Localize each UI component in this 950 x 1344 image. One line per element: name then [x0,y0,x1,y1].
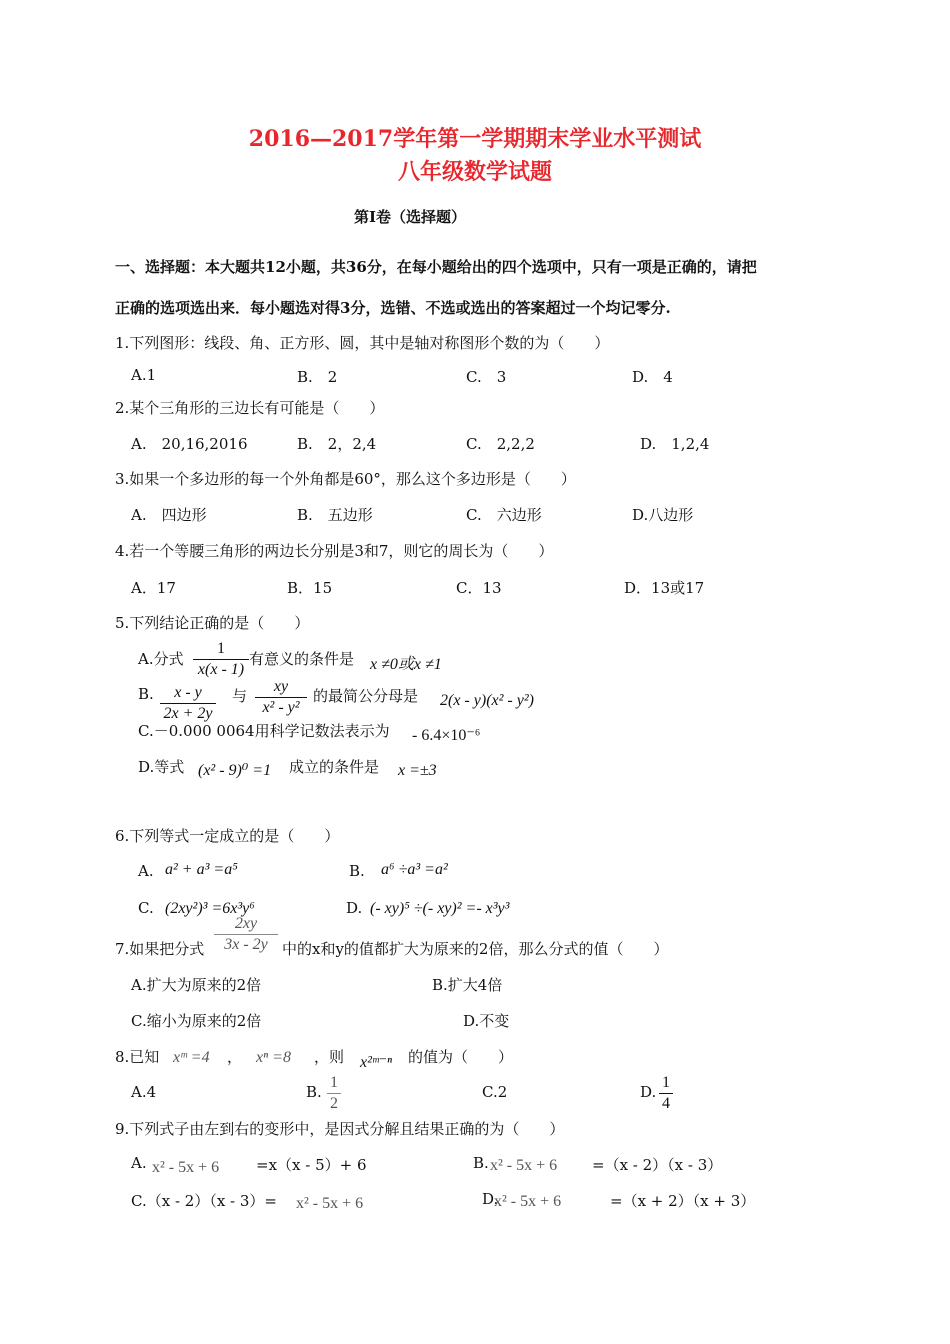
question-5-option-c-expression: - 6.4×10⁻⁶ [412,727,481,744]
question-5-option-d-mid: 成立的条件是 [289,758,380,776]
question-5-option-b-fraction-2 [255,678,307,717]
question-1-option-b: B. 2 [297,368,338,386]
question-8-expression-1: xᵐ =4 [173,1049,210,1066]
question-5-option-a-expression: x ≠0或x ≠1 [370,656,442,673]
question-5-option-d-prefix: D.等式 [138,758,185,776]
question-6-option-c-label: C. [138,899,154,917]
fraction-denominator: x² - y² [262,699,300,716]
question-1-option-c: C. 3 [466,368,507,386]
exam-subtitle: 八年级数学试题 [397,159,552,185]
question-8-option-b-label: B. [306,1083,322,1101]
question-5-option-d-expression: (x² - 9)⁰ =1 [198,762,272,779]
question-6-option-b-expression: a⁶ ÷a³ =a² [381,861,448,878]
fraction-numerator: 1 [327,1074,341,1094]
question-8-stem-pre: 8.已知 [115,1048,160,1066]
question-7-option-d: D.不变 [463,1012,510,1030]
instructions-line2: 正确的选项选出来．每小题选对得3分，选错、不选或选出的答案超过一个均记零分. [115,299,671,317]
question-7-stem-post: 中的x和y的值都扩大为原来的2倍，那么分式的值（ ） [282,940,669,958]
question-9-option-a-rhs: =x（x - 5）+ 6 [256,1156,367,1174]
question-4-option-d: D．13或17 [624,579,705,597]
question-8-option-c: C.2 [482,1083,508,1101]
question-6-option-a-label: A. [138,862,154,880]
question-2-option-d: D. 1,2,4 [640,435,710,453]
question-8-then: ，则 [314,1048,345,1066]
question-5-option-b-prefix: B. [138,685,154,703]
question-5-option-a-fraction [193,640,249,679]
question-9-option-c-lhs: C.（x - 2）（x - 3）= [131,1192,277,1210]
fraction-denominator: 2x + 2y [163,705,213,722]
question-9-option-d-expression: x² - 5x + 6 [494,1193,562,1210]
question-9-option-d-rhs: =（x + 2）（x + 3） [610,1192,756,1210]
question-1-stem: 1.下列图形：线段、角、正方形、圆，其中是轴对称图形个数的为（ ） [115,334,610,352]
question-7-option-b: B.扩大4倍 [432,976,503,994]
instructions-line1: 一、选择题：本大题共12小题，共36分，在每小题给出的四个选项中，只有一项是正确的，请把 [115,258,757,276]
question-2-option-a: A. 20,16,2016 [131,435,248,453]
question-6-option-a-expression: a² + a³ =a⁵ [165,861,238,878]
question-3-option-a: A. 四边形 [131,506,207,524]
question-7-option-c: C.缩小为原来的2倍 [131,1012,262,1030]
fraction-denominator: 4 [662,1095,670,1112]
question-8-option-b-fraction [327,1074,341,1113]
question-6-option-d-expression: (- xy)⁵ ÷(- xy)² =- x³y³ [370,900,510,917]
question-8-expression-3: x²ᵐ⁻ⁿ [360,1054,393,1071]
question-5-stem: 5.下列结论正确的是（ ） [115,614,310,632]
question-1-option-a: A.1 [131,366,157,384]
fraction-numerator: xy [255,678,307,698]
question-8-expression-2: xⁿ =8 [256,1049,291,1066]
question-8-option-d-fraction [659,1074,673,1113]
question-5-option-d-expression-2: x =±3 [398,762,437,779]
fraction-numerator: x - y [160,684,216,704]
question-5-option-b-mid-2: 的最简公分母是 [313,687,419,705]
fraction-numerator: 1 [659,1074,673,1094]
question-9-option-a-label: A. [131,1154,147,1172]
fraction-numerator: 2xy [214,915,278,935]
fraction-denominator: 2 [330,1095,338,1112]
question-3-option-d: D.八边形 [632,506,694,524]
question-5-option-a-mid: 有意义的条件是 [249,650,355,668]
question-6-option-c-expression: (2xy²)³ =6x³y⁶ [165,900,255,917]
question-7-stem-pre: 7.如果把分式 [115,940,205,958]
question-4-stem: 4.若一个等腰三角形的两边长分别是3和7，则它的周长为（ ） [115,542,554,560]
question-8-stem-post: 的值为（ ） [408,1048,514,1066]
question-6-stem: 6.下列等式一定成立的是（ ） [115,827,340,845]
question-7-fraction [214,915,278,954]
question-6-option-d-label: D. [346,899,363,917]
question-8-option-a: A.4 [131,1083,157,1101]
question-9-option-b-rhs: =（x - 2）（x - 3） [592,1156,723,1174]
question-1-option-d: D. 4 [632,368,673,386]
question-4-option-b: B．15 [287,579,333,597]
question-9-option-d-label: D. [482,1190,499,1208]
fraction-denominator: 3x - 2y [224,936,268,953]
question-3-stem: 3.如果一个多边形的每一个外角都是60°，那么这个多边形是（ ） [115,470,576,488]
question-5-option-b-mid: 与 [232,687,248,705]
volume-heading: 第Ⅰ卷（选择题） [354,208,467,226]
question-5-option-b-fraction-1 [160,684,216,723]
question-4-option-c: C．13 [456,579,502,597]
question-5-option-b-expression: 2(x - y)(x² - y²) [440,692,534,709]
question-9-option-c-expression: x² - 5x + 6 [296,1195,364,1212]
question-5-option-c-text: C.－0.000 0064用科学记数法表示为 [138,722,390,740]
question-3-option-c: C. 六边形 [466,506,542,524]
question-9-option-b-label: B. [473,1154,489,1172]
question-2-option-c: C. 2,2,2 [466,435,535,453]
question-9-option-b-expression: x² - 5x + 6 [490,1157,558,1174]
question-7-option-a: A.扩大为原来的2倍 [131,976,262,994]
fraction-numerator: 1 [193,640,249,660]
question-9-option-a-expression: x² - 5x + 6 [152,1159,220,1176]
question-2-stem: 2.某个三角形的三边长有可能是（ ） [115,399,385,417]
question-8-option-d-label: D. [640,1083,657,1101]
question-2-option-b: B. 2，2,4 [297,435,377,453]
question-9-stem: 9.下列式子由左到右的变形中，是因式分解且结果正确的为（ ） [115,1120,565,1138]
question-6-option-b-label: B. [349,862,365,880]
question-8-separator: ， [227,1048,243,1066]
fraction-denominator: x(x - 1) [197,661,245,678]
exam-title: 2016—2017学年第一学期期末学业水平测试 [248,126,702,152]
question-3-option-b: B. 五边形 [297,506,373,524]
question-4-option-a: A．17 [131,579,176,597]
question-5-option-a-prefix: A.分式 [138,650,184,668]
